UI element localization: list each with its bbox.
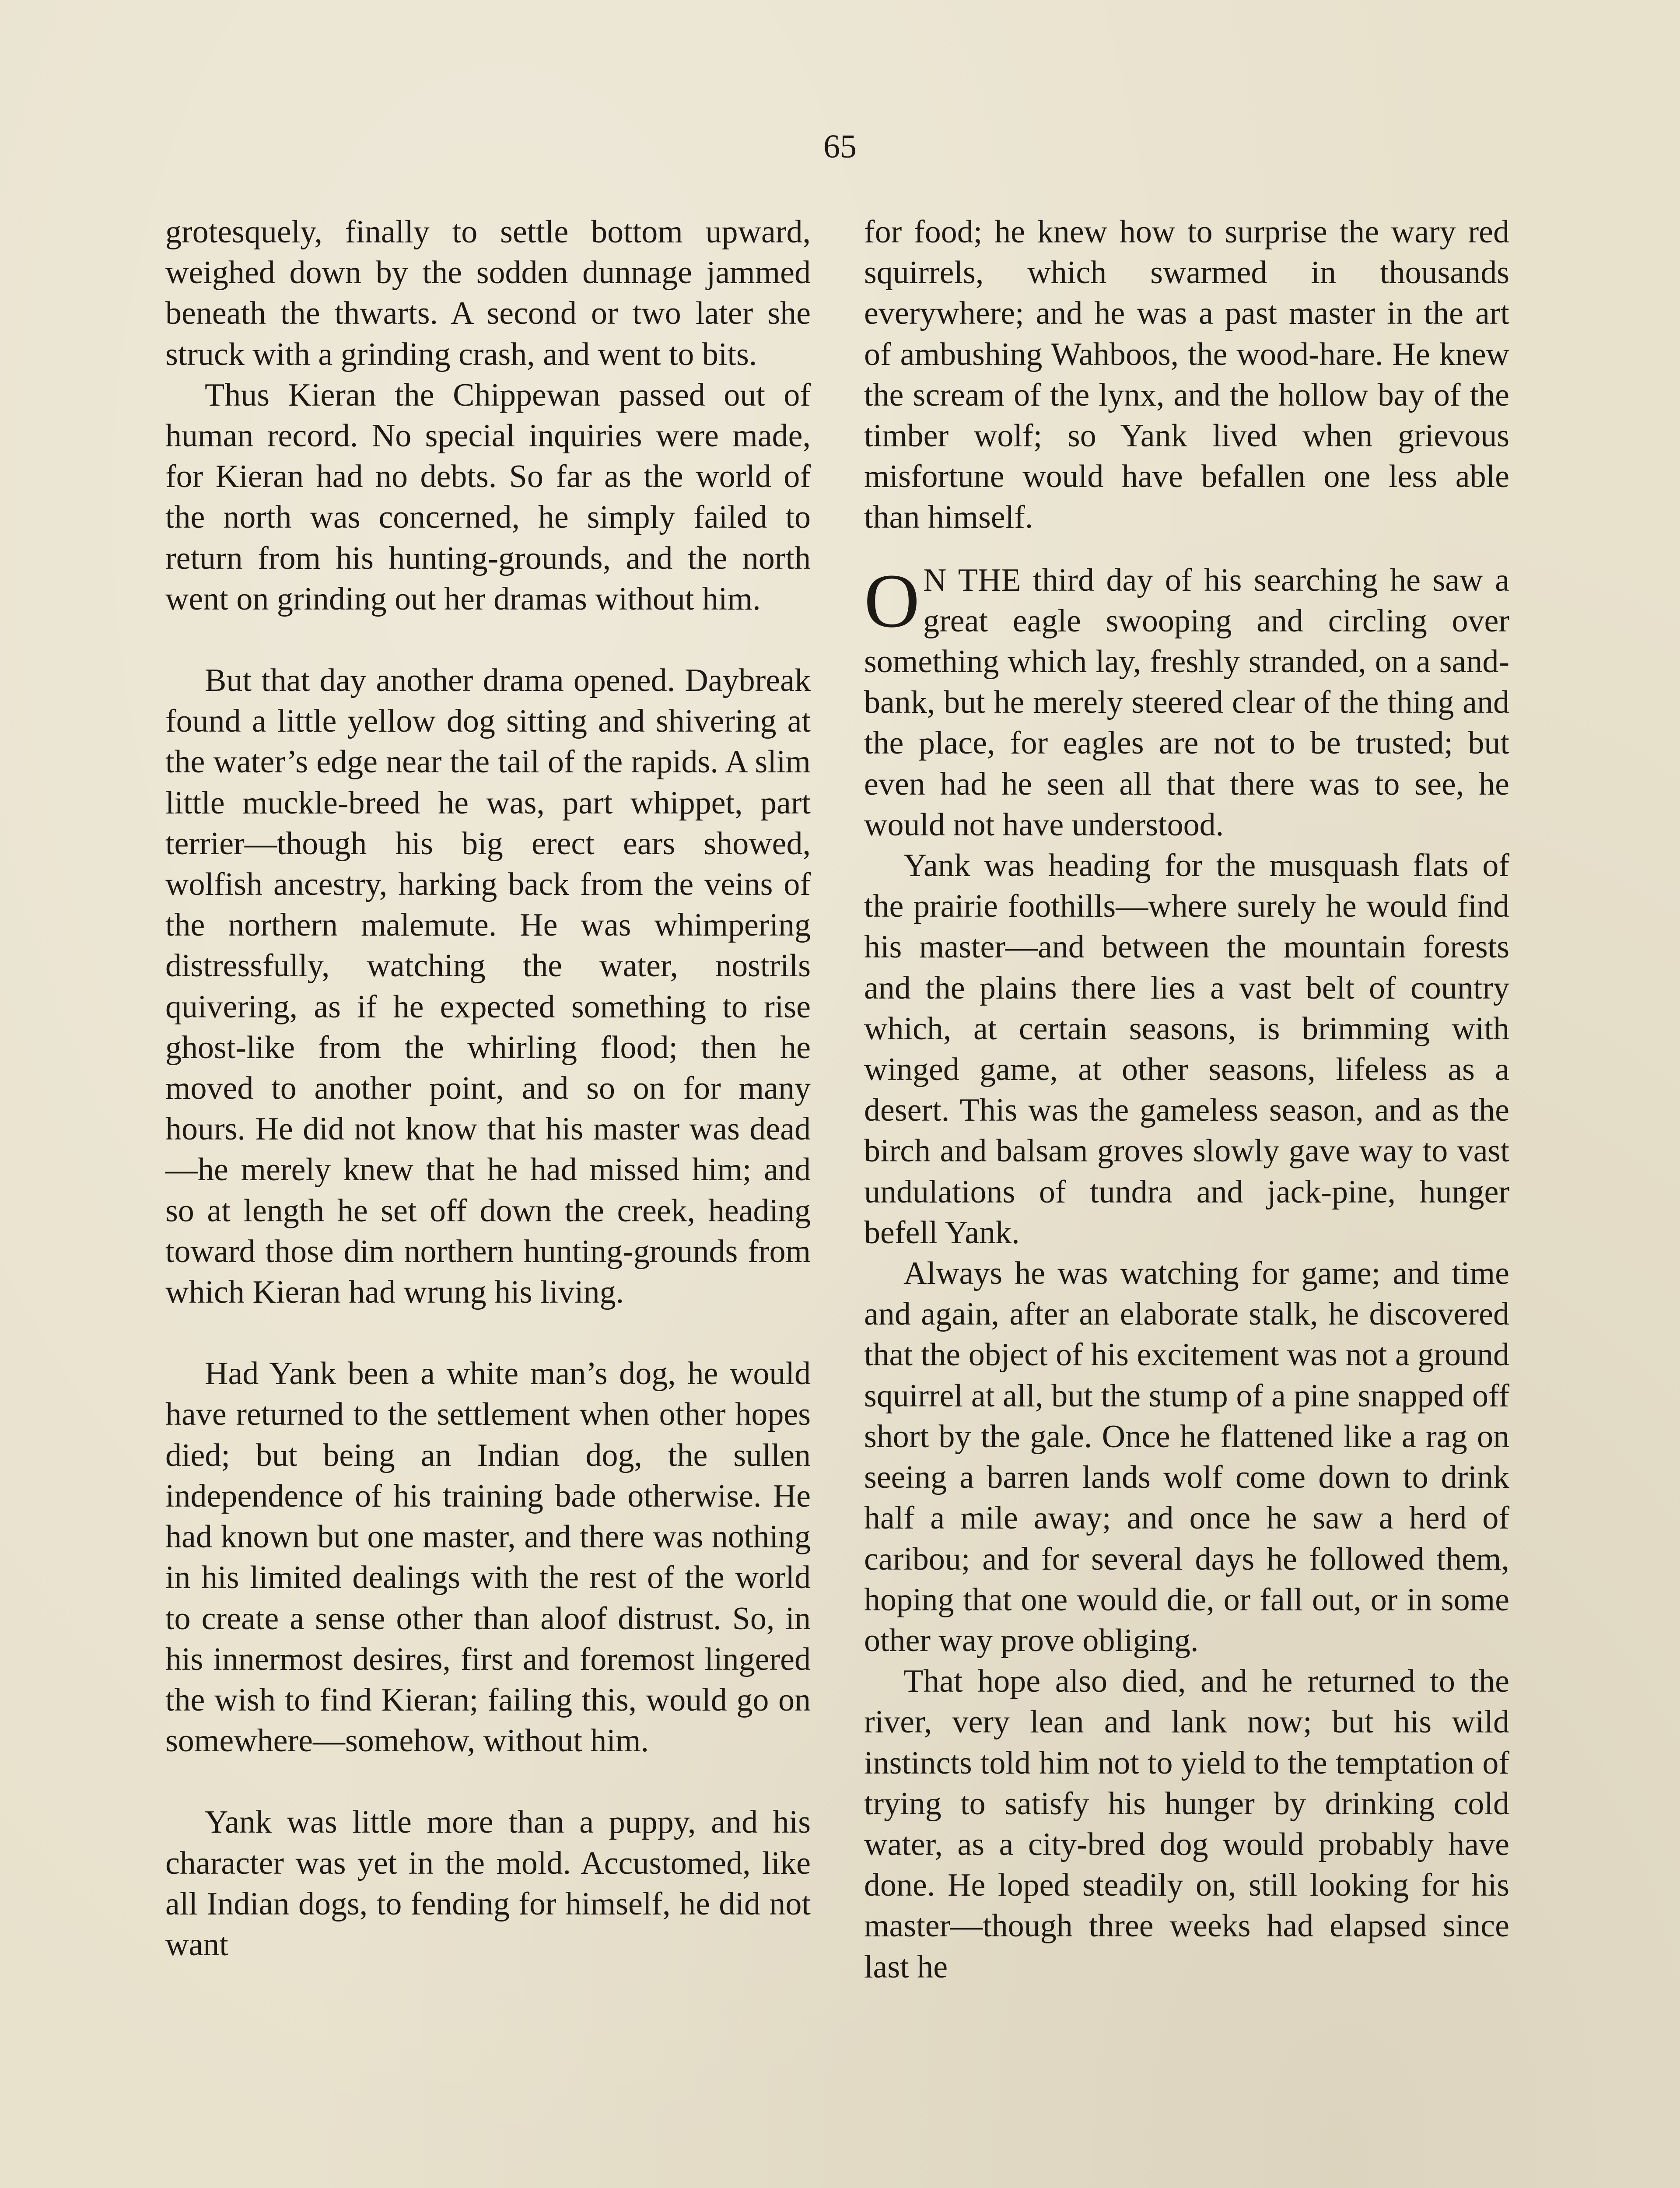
paragraph-text: third day of his searching he saw a great eagle swooping and circling over something which lay, freshly stranded, on a sand-bank, but he merely steered clear of the thing and the place, for eagles are not to be trusted; but even had he seen all that there was to see, he would not have understood. — [864, 562, 1509, 843]
paragraph: grotesquely, finally to settle bottom upward, weighed down by the sodden dunnage jammed beneath the thwarts. A second or two later she struck with a grinding crash, and went to bits. — [165, 214, 811, 372]
drop-cap-paragraph — [864, 560, 1509, 845]
paragraph: for food; he knew how to surprise the wary red squirrels, which swarmed in thousands everywhere; and he was a past master in the art of ambushing Wahboos, the wood-hare. He knew the scream of the lynx, and the hollow bay of the timber wolf; so Yank lived when grievous misfortune would have befallen one less able than himself. — [864, 214, 1509, 536]
left-column — [165, 212, 811, 1965]
section-break — [165, 1761, 811, 1802]
paragraph: Thus Kieran the Chippewan passed out of human record. No special inquiries were made, for Kieran had no debts. So far as the world of the north was concerned, he simply failed to return from his hunting-grounds, and the north went on grinding out her dramas without him. — [165, 377, 811, 617]
paragraph: Had Yank been a white man’s dog, he would have returned to the settlement when other hopes died; but being an Indian dog, the sullen independence of his training bade otherwise. He had known but one master, and there was nothing in his limited dealings with the rest of the world to create a sense other than aloof distrust. So, in his innermost desires, first and foremost lingered the wish to find Kieran; failing this, would go on somewhere—somehow, without him. — [165, 1356, 811, 1759]
lead-in: N THE — [923, 562, 1021, 598]
paragraph: Always he was watching for game; and time and again, after an elaborate stalk, he discovered that the object of his excitement was not a ground squirrel at all, but the stump of a pine snapped off short by the gale. Once he flattened like a rag on seeing a barren lands wolf come down to drink half a mile away; and once he saw a herd of caribou; and for several days he followed them, hoping that one would die, or fall out, or in some other way prove obliging. — [864, 1255, 1509, 1659]
drop-cap: O — [864, 558, 920, 644]
page-number: 65 — [823, 128, 857, 165]
paragraph: Yank was heading for the musquash flats of the prairie foothills—where surely he would find his master—and between the mountain forests and the plains there lies a vast belt of country which, at certain seasons, is brimming with winged game, at other seasons, lifeless as a desert. This was the gameless season, and as the birch and balsam groves slowly gave way to vast undulations of tundra and jack-pine, hunger befell Yank. — [864, 848, 1509, 1251]
right-column — [864, 212, 1509, 1988]
section-break — [165, 620, 811, 660]
section-break — [165, 1313, 811, 1353]
paragraph: Yank was little more than a puppy, and his character was yet in the mold. Accustomed, like all Indian dogs, to fending for himself, he did not want — [165, 1804, 811, 1963]
paragraph: That hope also died, and he returned to the river, very lean and lank now; but his wild instincts told him not to yield to the temptation of trying to satisfy his hunger by drinking cold water, as a city-bred dog would probably have done. He loped steadily on, still looking for his master—though three weeks had elapsed since last he — [864, 1663, 1509, 1985]
paragraph: But that day another drama opened. Daybreak found a little yellow dog sitting and shivering at the water’s edge near the tail of the rapids. A slim little muckle-breed he was, part whippet, part terrier—though his big erect ears showed, wolfish ancestry, harking back from the veins of the northern malemute. He was whimpering distressfully, watching the water, nostrils quivering, as if he expected something to rise ghost-like from the whirling flood; then he moved to another point, and so on for many hours. He did not know that his master was dead—he merely knew that he had missed him; and so at length he set off down the creek, heading toward those dim northern hunting-grounds from which Kieran had wrung his living. — [165, 663, 811, 1311]
